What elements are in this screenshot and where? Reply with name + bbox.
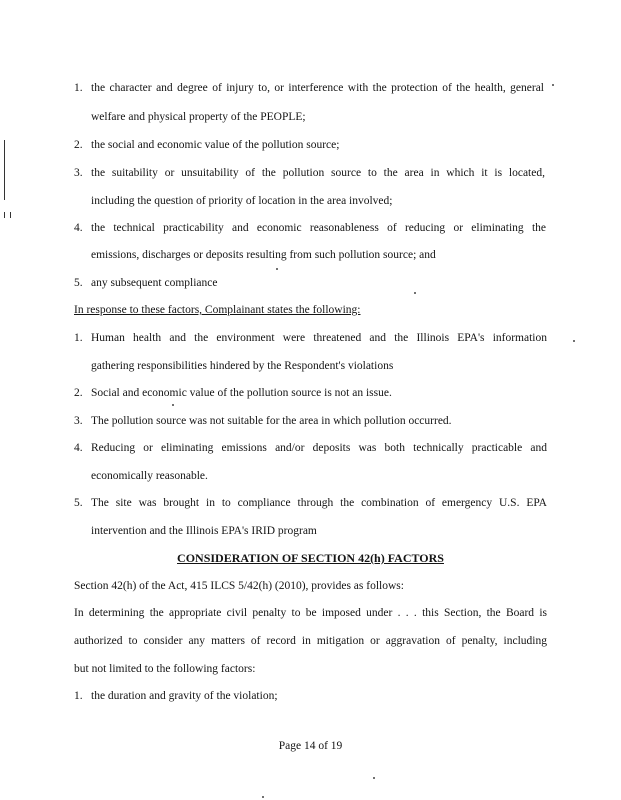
- item-text: The site was brought in to compliance through the combination of emergency U.S. EPA: [91, 497, 547, 509]
- scan-speckle: [276, 268, 278, 270]
- scan-speckle: [262, 796, 264, 798]
- item-text: including the question of priority of location in the area involved;: [91, 195, 393, 207]
- item-number: 1.: [74, 690, 83, 702]
- item-text: the character and degree of injury to, or interference with the protection of the health, general: [91, 82, 544, 94]
- item-text: the technical practicability and economic reasonableness of reducing or eliminating the: [91, 222, 546, 234]
- quote-line: In determining the appropriate civil penalty to be imposed under . . . this Section, the Board is: [74, 607, 547, 619]
- scan-speckle: [172, 404, 174, 406]
- item-text: economically reasonable.: [91, 470, 208, 482]
- response-intro: In response to these factors, Complainant states the following:: [74, 304, 361, 316]
- margin-mark: [4, 140, 5, 200]
- item-text: emissions, discharges or deposits resulting from such pollution source; and: [91, 249, 436, 261]
- scan-speckle: [414, 292, 416, 294]
- item-number: 3.: [74, 415, 83, 427]
- item-number: 5.: [74, 497, 83, 509]
- item-text: any subsequent compliance: [91, 277, 218, 289]
- item-number: 2.: [74, 387, 83, 399]
- item-number: 4.: [74, 222, 83, 234]
- item-text: gathering responsibilities hindered by the Respondent's violations: [91, 360, 394, 372]
- item-text: Social and economic value of the pollution source is not an issue.: [91, 387, 392, 399]
- item-text: Human health and the environment were threatened and the Illinois EPA's information: [91, 332, 547, 344]
- scan-speckle: [552, 84, 554, 86]
- item-text: the duration and gravity of the violation;: [91, 690, 278, 702]
- item-number: 1.: [74, 332, 83, 344]
- item-text: the social and economic value of the pollution source;: [91, 139, 340, 151]
- section-heading: CONSIDERATION OF SECTION 42(h) FACTORS: [177, 551, 444, 565]
- item-number: 4.: [74, 442, 83, 454]
- item-text: welfare and physical property of the PEOPLE;: [91, 111, 306, 123]
- quote-line: but not limited to the following factors:: [74, 663, 256, 675]
- item-text: Reducing or eliminating emissions and/or deposits was both technically practicable and: [91, 442, 547, 454]
- item-number: 5.: [74, 277, 83, 289]
- quote-line: authorized to consider any matters of record in mitigation or aggravation of penalty, including: [74, 635, 547, 647]
- page-number-footer: Page 14 of 19: [278, 740, 343, 752]
- scan-speckle: [573, 340, 575, 342]
- item-text: the suitability or unsuitability of the pollution source to the area in which it is located,: [91, 167, 545, 179]
- item-text: The pollution source was not suitable for the area in which pollution occurred.: [91, 415, 452, 427]
- section-intro: Section 42(h) of the Act, 415 ILCS 5/42(h) (2010), provides as follows:: [74, 580, 404, 592]
- margin-mark: [10, 212, 11, 218]
- item-number: 2.: [74, 139, 83, 151]
- scan-speckle: [373, 777, 375, 779]
- margin-mark: [4, 212, 5, 218]
- item-number: 1.: [74, 82, 83, 94]
- item-number: 3.: [74, 167, 83, 179]
- item-text: intervention and the Illinois EPA's IRID program: [91, 525, 317, 537]
